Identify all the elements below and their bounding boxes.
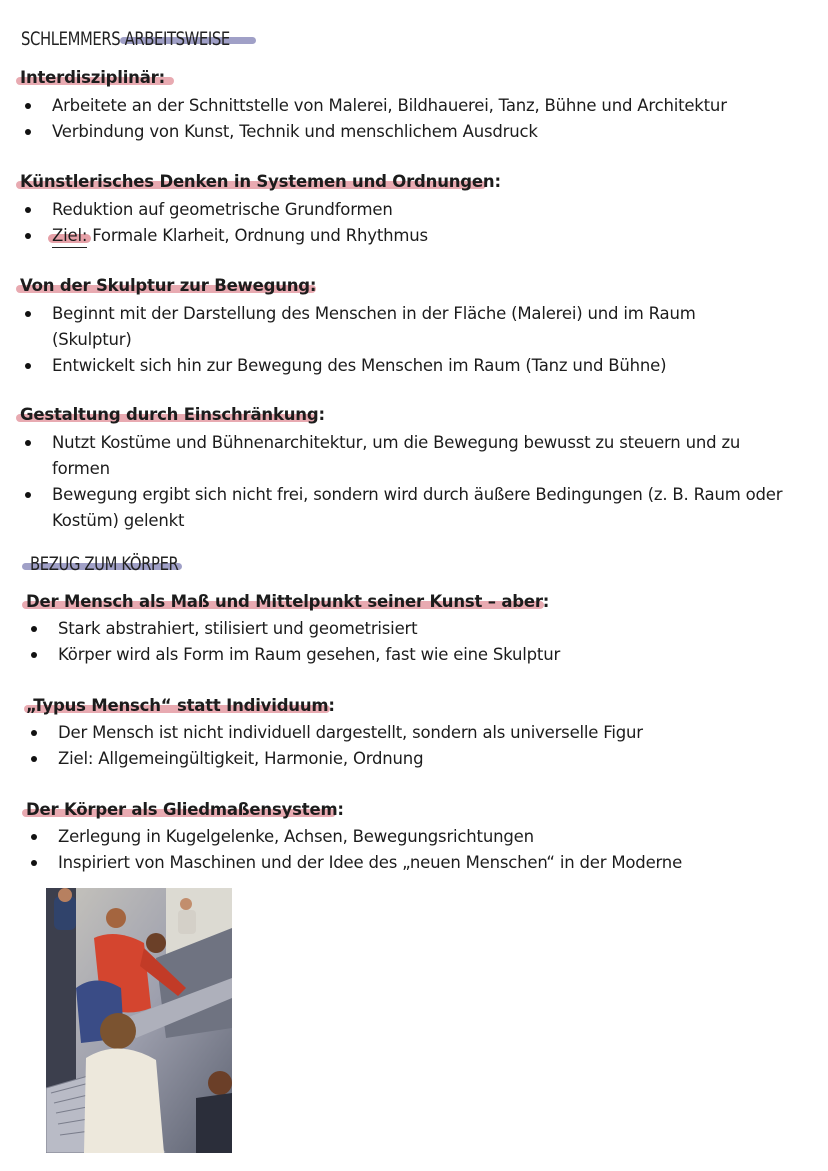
list-item: Körper wird als Form im Raum gesehen, fast wie eine Skulptur <box>26 642 806 668</box>
heading-einschraenkung: Gestaltung durch Einschränkung: <box>20 405 325 424</box>
heading-skulptur-bewegung: Von der Skulptur zur Bewegung: <box>20 276 317 295</box>
goal-text: Formale Klarheit, Ordnung und Rhythmus <box>87 226 428 245</box>
painting-image <box>46 888 232 1153</box>
list-item: Ziel: Allgemeingültigkeit, Harmonie, Ordnung <box>26 746 806 772</box>
heading-typus-mensch: „Typus Mensch“ statt Individuum: <box>26 696 335 715</box>
section-title-bezug-koerper: BEZUG ZUM KÖRPER <box>30 553 179 575</box>
list-item: Bewegung ergibt sich nicht frei, sondern wird durch äußere Bedingungen (z. B. Raum oder Kostüm) gelenkt <box>20 482 790 534</box>
list-typus-mensch <box>26 720 806 772</box>
section-title-arbeitsweise: SCHLEMMERS ARBEITSWEISE <box>21 28 230 50</box>
heading-gliedmassensystem: Der Körper als Gliedmaßensystem: <box>26 800 344 819</box>
list-item: Beginnt mit der Darstellung des Menschen in der Fläche (Malerei) und im Raum (Skulptur) <box>20 301 760 353</box>
heading-interdisziplinaer: Interdisziplinär: <box>20 68 165 87</box>
list-mensch-mass <box>26 616 806 668</box>
list-skulptur-bewegung <box>20 301 760 379</box>
list-item: Zerlegung in Kugelgelenke, Achsen, Bewegungsrichtungen <box>26 824 806 850</box>
list-item: Arbeitete an der Schnittstelle von Malerei, Bildhauerei, Tanz, Bühne und Architektur <box>20 93 810 119</box>
heading-mensch-mass: Der Mensch als Maß und Mittelpunkt seiner Kunst – aber: <box>26 592 550 611</box>
list-item: Inspiriert von Maschinen und der Idee des „neuen Menschen“ in der Moderne <box>26 850 806 876</box>
heading-systeme-ordnungen: Künstlerisches Denken in Systemen und Ordnungen: <box>20 172 501 191</box>
list-einschraenkung <box>20 430 790 534</box>
list-item-goal <box>20 223 810 249</box>
painting-figures-illustration <box>46 888 232 1153</box>
list-item: Verbindung von Kunst, Technik und menschlichem Ausdruck <box>20 119 810 145</box>
list-item: Nutzt Kostüme und Bühnenarchitektur, um die Bewegung bewusst zu steuern und zu formen <box>20 430 790 482</box>
list-item: Reduktion auf geometrische Grundformen <box>20 197 810 223</box>
list-gliedmassensystem <box>26 824 806 876</box>
list-item: Entwickelt sich hin zur Bewegung des Menschen im Raum (Tanz und Bühne) <box>20 353 760 379</box>
list-systeme-ordnungen <box>20 197 810 249</box>
list-item: Stark abstrahiert, stilisiert und geometrisiert <box>26 616 806 642</box>
list-interdisziplinaer <box>20 93 810 145</box>
list-item: Der Mensch ist nicht individuell dargestellt, sondern als universelle Figur <box>26 720 806 746</box>
goal-prefix: Ziel: <box>52 226 88 245</box>
